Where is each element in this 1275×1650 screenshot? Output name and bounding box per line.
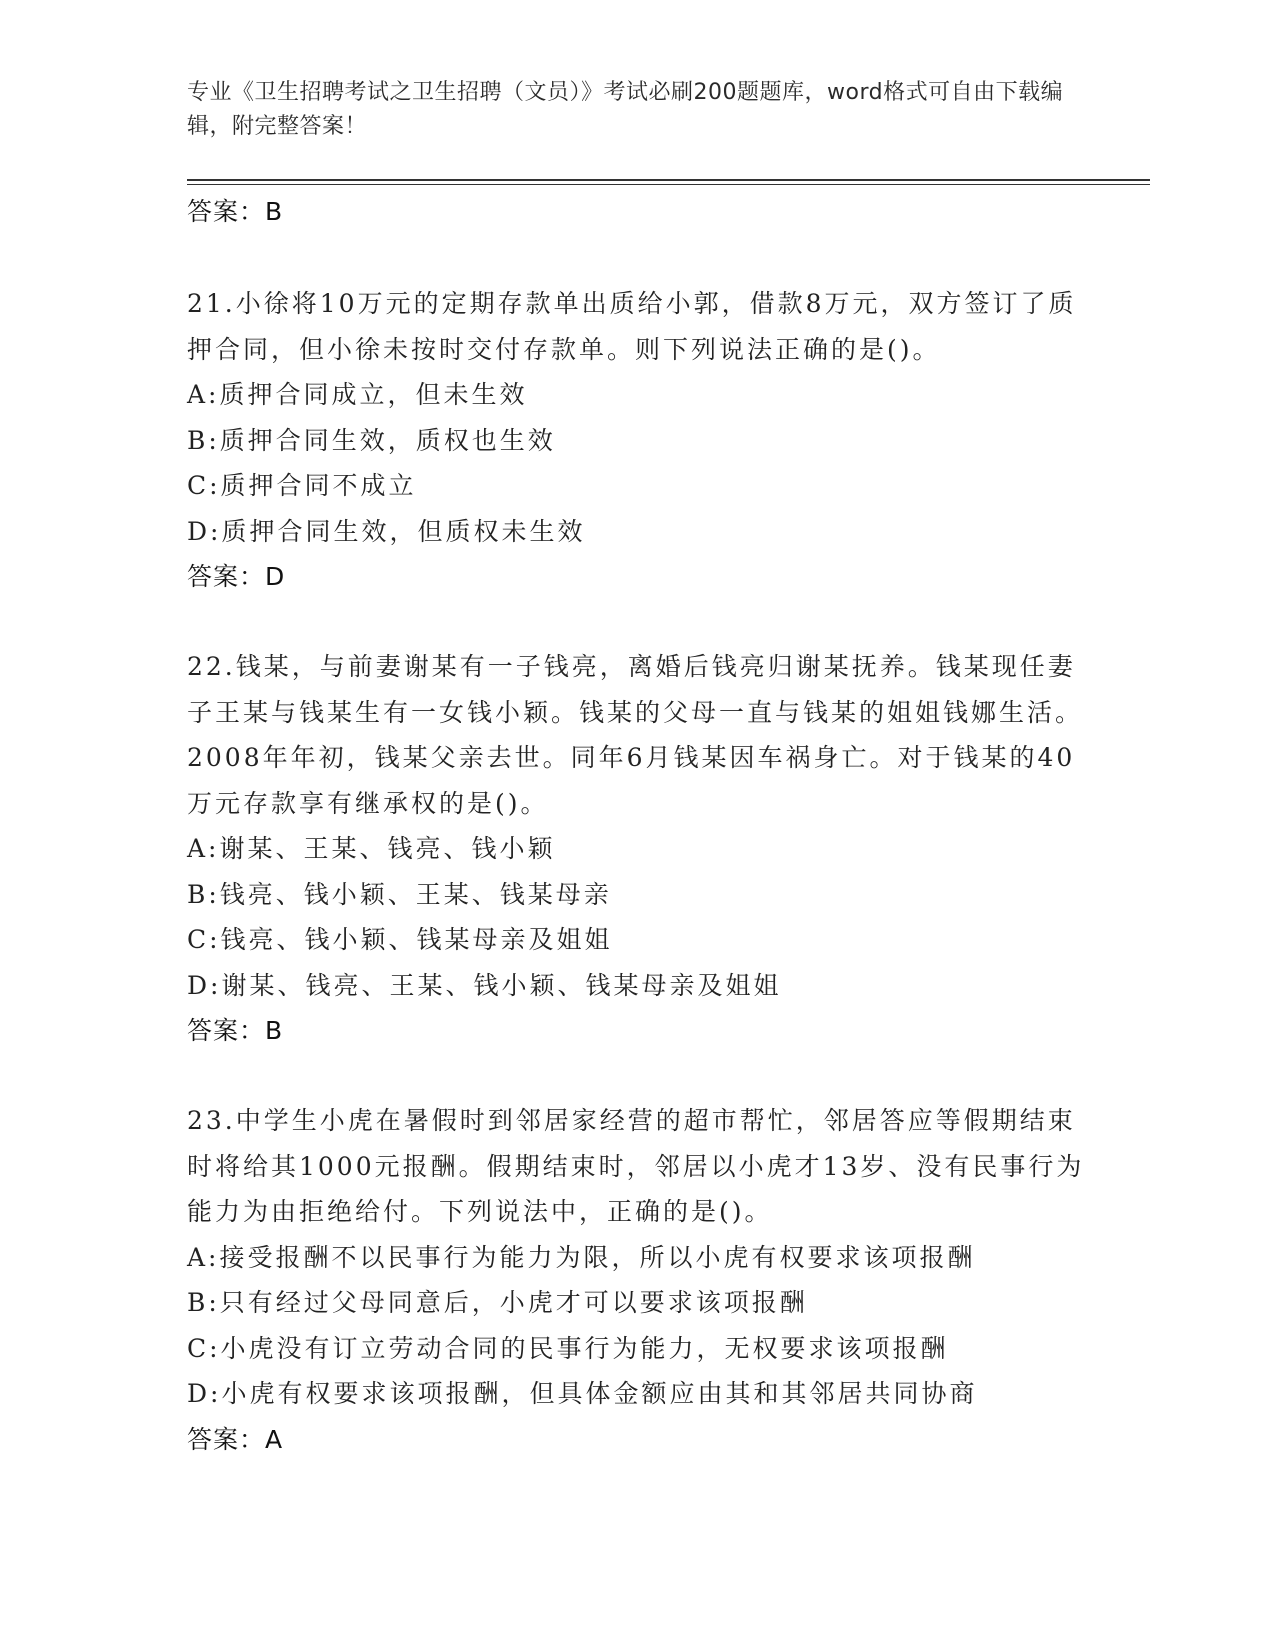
option-a: A:质押合同成立，但未生效 <box>187 380 528 409</box>
option-d: D:质押合同生效，但质权未生效 <box>187 516 586 546</box>
header-divider-thick <box>187 179 1150 181</box>
option-c: C:钱亮、钱小颖、钱某母亲及姐姐 <box>187 925 613 954</box>
question-answer: 答案：B <box>187 1016 284 1045</box>
question-block-23 <box>187 1098 1087 1462</box>
option-b: B:质押合同生效，质权也生效 <box>187 425 556 455</box>
option-a: A:谢某、王某、钱亮、钱小颖 <box>187 834 556 863</box>
option-b: B:钱亮、钱小颖、王某、钱某母亲 <box>187 879 612 909</box>
option-c: C:质押合同不成立 <box>187 471 417 500</box>
question-stem: 23.中学生小虎在暑假时到邻居家经营的超市帮忙，邻居答应等假期结束时将给其1000元报酬。假期结束时，邻居以小虎才13岁、没有民事行为能力为由拒绝给付。下列说法中，正确的是()。 <box>187 1106 1085 1226</box>
question-gap <box>187 236 1087 281</box>
option-a: A:接受报酬不以民事行为能力为限，所以小虎有权要求该项报酬 <box>187 1242 976 1272</box>
question-block-22 <box>187 644 1087 1053</box>
question-stem: 21.小徐将10万元的定期存款单出质给小郭，借款8万元，双方签订了质押合同，但小徐未按时交付存款单。则下列说法正确的是()。 <box>187 289 1077 364</box>
header-note: 专业《卫生招聘考试之卫生招聘（文员）》考试必刷200题题库，word格式可自由下载编辑，附完整答案！ <box>187 80 1064 139</box>
question-stem: 22.钱某，与前妻谢某有一子钱亮，离婚后钱亮归谢某抚养。钱某现任妻子王某与钱某生有一女钱小颖。钱某的父母一直与钱某的姐姐钱娜生活。2008年年初，钱某父亲去世。同年6月钱某因车祸身亡。对于钱某的40万元存款享有继承权的是()。 <box>187 652 1084 818</box>
question-answer: 答案：D <box>187 562 286 591</box>
previous-answer: 答案：B <box>187 197 284 226</box>
option-d: D:小虎有权要求该项报酬，但具体金额应由其和其邻居共同协商 <box>187 1379 978 1408</box>
option-c: C:小虎没有订立劳动合同的民事行为能力，无权要求该项报酬 <box>187 1333 949 1363</box>
option-d: D:谢某、钱亮、王某、钱小颖、钱某母亲及姐姐 <box>187 970 782 1000</box>
question-answer: 答案：A <box>187 1424 284 1454</box>
question-gap <box>187 1053 1087 1098</box>
question-gap <box>187 599 1087 644</box>
question-list <box>187 188 1087 1462</box>
header-divider-thin <box>187 184 1150 185</box>
question-block-21 <box>187 281 1087 599</box>
option-b: B:只有经过父母同意后，小虎才可以要求该项报酬 <box>187 1288 808 1317</box>
